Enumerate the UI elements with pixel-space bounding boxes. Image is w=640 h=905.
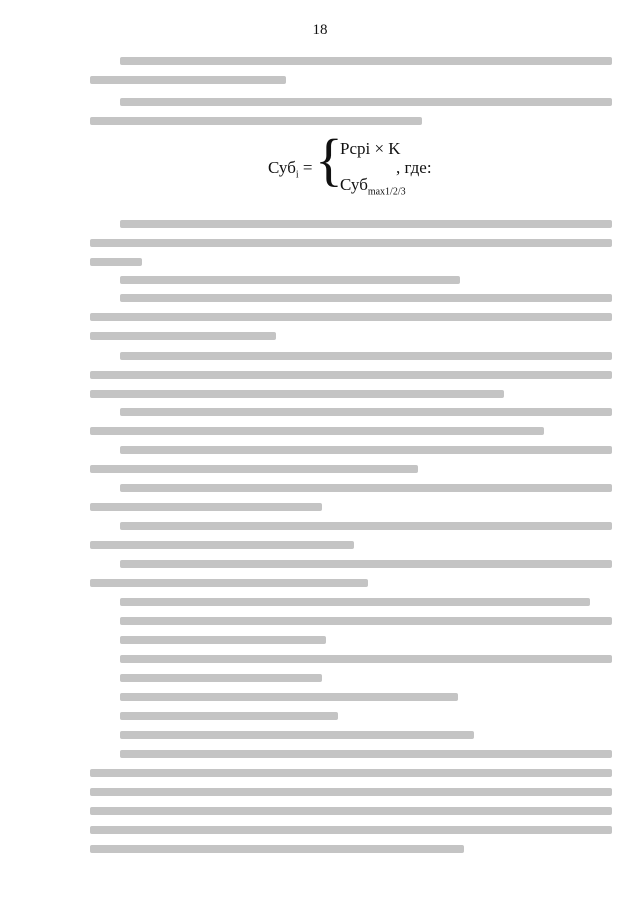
text-line [120, 617, 612, 625]
text-line [90, 769, 612, 777]
page-number: 18 [312, 22, 328, 38]
text-line [90, 390, 504, 398]
text-line [120, 57, 612, 65]
text-line [90, 76, 286, 84]
formula-case-1: Pсрi × K [340, 139, 401, 158]
text-line [120, 750, 612, 758]
formula-brace: { [315, 127, 343, 192]
formula-case-2-symbol: Суб [340, 175, 368, 194]
text-line [120, 712, 338, 720]
text-line [90, 332, 276, 340]
text-line [90, 503, 322, 511]
formula-lhs [268, 158, 312, 180]
text-line [90, 313, 612, 321]
text-line [120, 352, 612, 360]
text-line [90, 371, 612, 379]
text-line [120, 674, 322, 682]
text-line [120, 220, 612, 228]
text-line [120, 484, 612, 492]
formula-lhs-symbol: Суб [268, 158, 296, 177]
text-line [120, 693, 458, 701]
text-line [90, 239, 612, 247]
text-line [120, 598, 590, 606]
formula-lhs-index: i [295, 169, 299, 181]
text-line [120, 522, 612, 530]
text-line [90, 579, 368, 587]
text-line [90, 845, 464, 853]
formula-tail: , где: [396, 158, 432, 177]
text-line [90, 465, 418, 473]
text-line [90, 788, 612, 796]
text-line [90, 541, 354, 549]
text-line [120, 731, 474, 739]
formula-case-2 [340, 175, 406, 197]
text-line [120, 294, 612, 302]
text-line [120, 636, 326, 644]
text-line [90, 427, 544, 435]
text-line [120, 446, 612, 454]
formula-equals: = [298, 158, 313, 177]
text-line [120, 560, 612, 568]
text-line [120, 276, 460, 284]
text-line [120, 408, 612, 416]
text-line [120, 98, 612, 106]
text-line [90, 258, 142, 266]
text-line [90, 807, 612, 815]
formula-case-2-index: max1/2/3 [367, 186, 406, 198]
text-line [90, 117, 422, 125]
text-line [90, 826, 612, 834]
text-line [120, 655, 612, 663]
